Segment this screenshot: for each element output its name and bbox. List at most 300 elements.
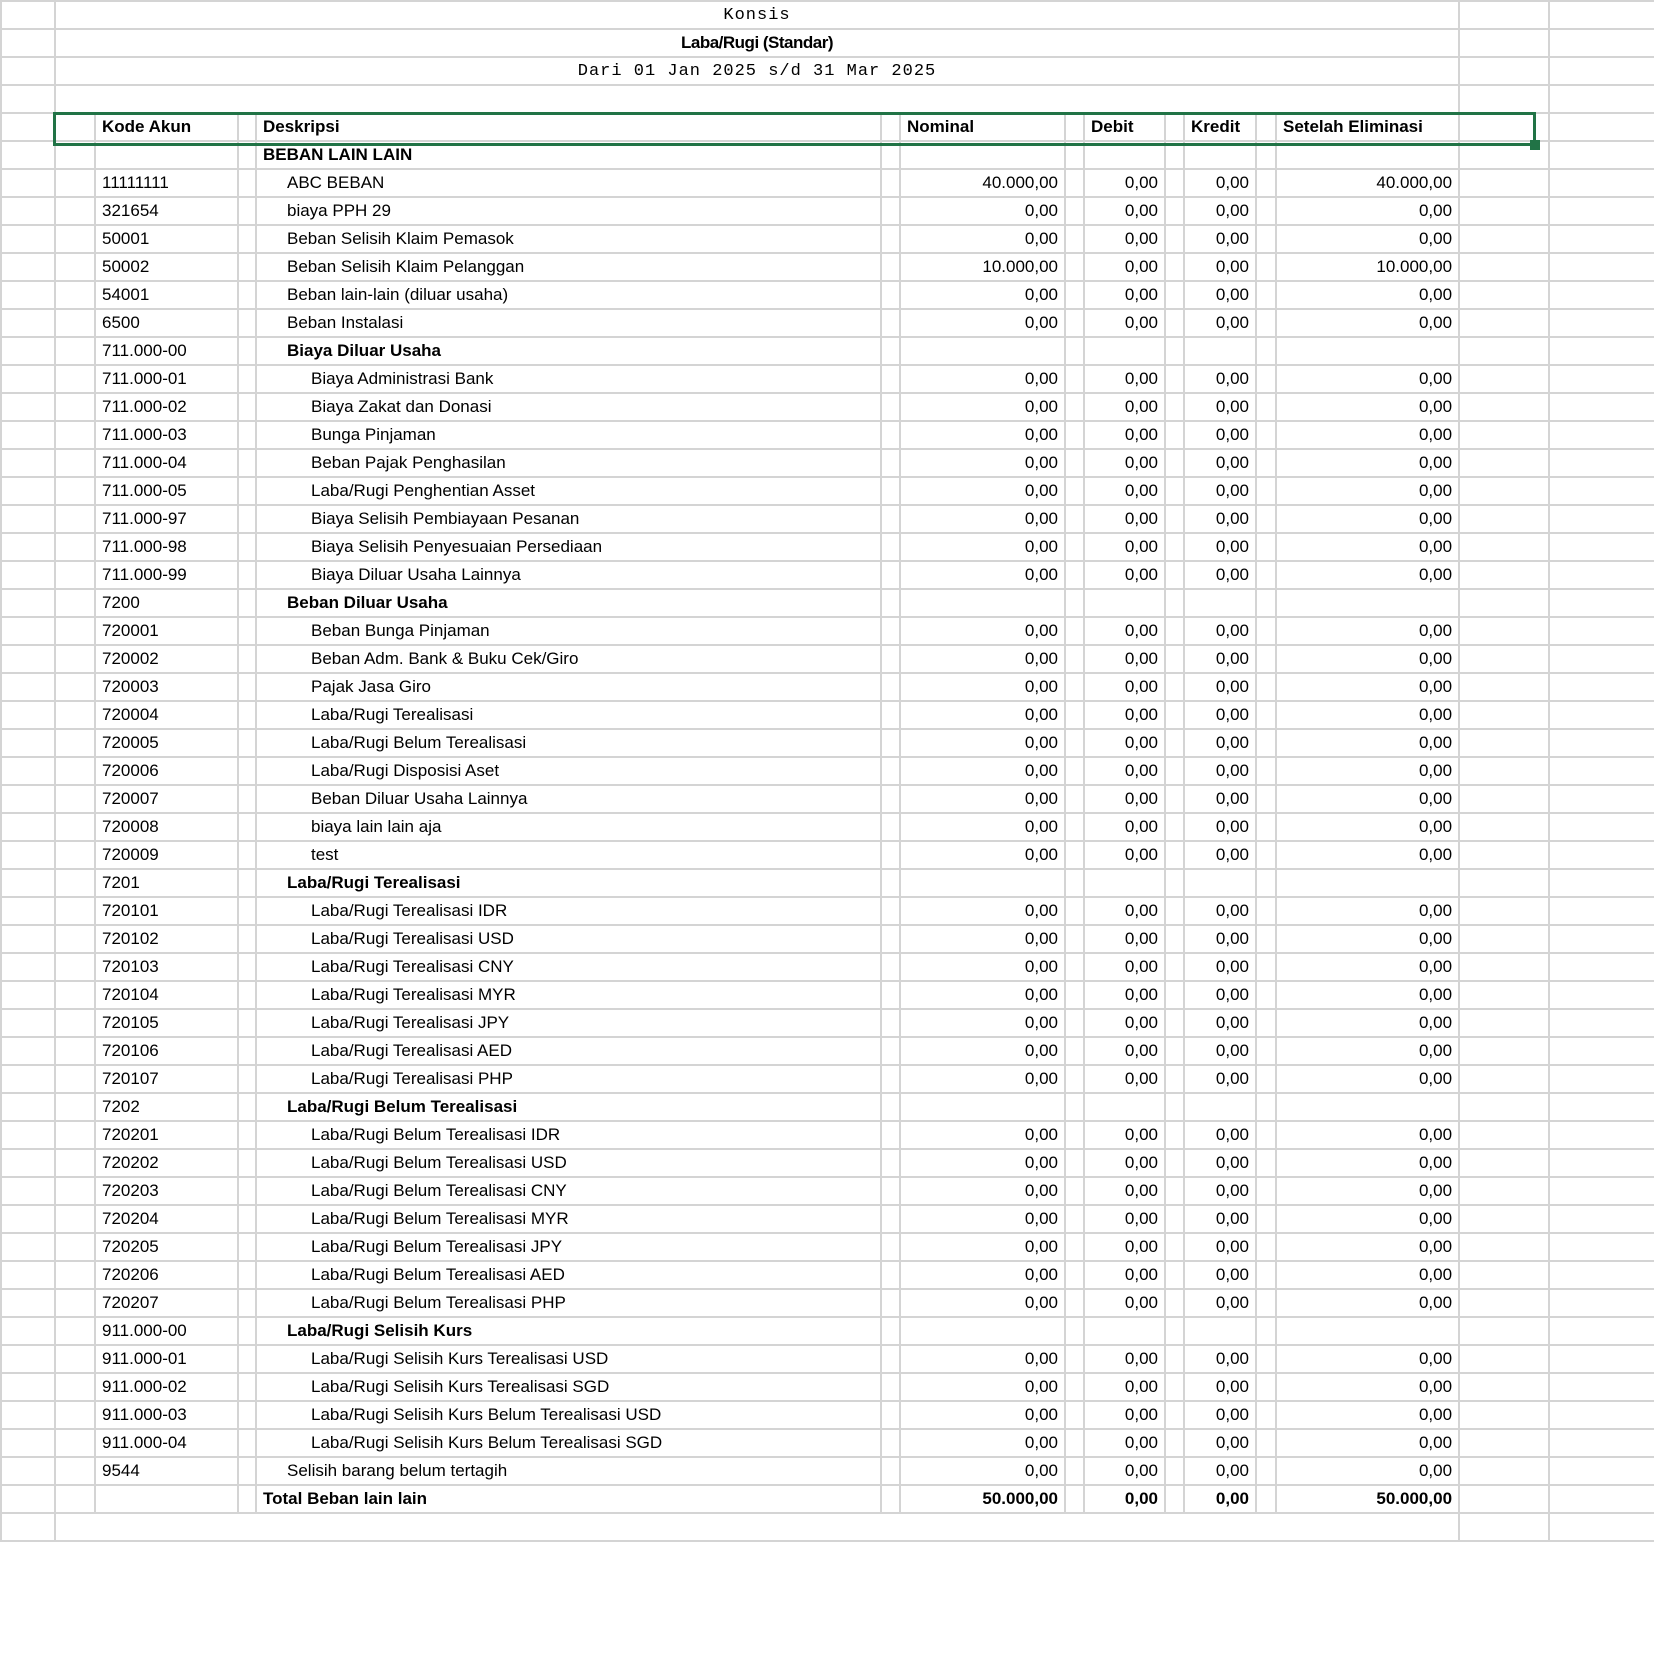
cell[interactable] <box>1 981 55 1009</box>
cell[interactable] <box>55 1373 95 1401</box>
nominal-cell[interactable]: 0,00 <box>900 1457 1065 1485</box>
cell[interactable] <box>881 785 900 813</box>
deskripsi-cell[interactable]: Laba/Rugi Terealisasi AED <box>256 1037 881 1065</box>
setelah-eliminasi-cell[interactable]: 0,00 <box>1276 925 1459 953</box>
cell[interactable] <box>1549 1513 1654 1541</box>
debit-cell[interactable]: 0,00 <box>1084 701 1165 729</box>
cell[interactable] <box>1549 1457 1654 1485</box>
cell[interactable] <box>1 897 55 925</box>
setelah-eliminasi-cell[interactable]: 0,00 <box>1276 281 1459 309</box>
cell[interactable] <box>1165 393 1184 421</box>
cell[interactable] <box>238 505 256 533</box>
debit-cell[interactable] <box>1084 869 1165 897</box>
kredit-cell[interactable]: 0,00 <box>1184 1429 1256 1457</box>
debit-cell[interactable]: 0,00 <box>1084 1037 1165 1065</box>
cell[interactable] <box>238 1457 256 1485</box>
kode-akun-cell[interactable]: 911.000-02 <box>95 1373 238 1401</box>
cell[interactable] <box>1065 365 1084 393</box>
cell[interactable] <box>1165 281 1184 309</box>
total-debit[interactable]: 0,00 <box>1084 1485 1165 1513</box>
cell[interactable] <box>55 337 95 365</box>
cell[interactable] <box>1 841 55 869</box>
kredit-cell[interactable]: 0,00 <box>1184 925 1256 953</box>
cell[interactable] <box>1256 337 1276 365</box>
cell[interactable] <box>1549 533 1654 561</box>
setelah-eliminasi-cell[interactable] <box>1276 869 1459 897</box>
setelah-eliminasi-cell[interactable]: 0,00 <box>1276 1457 1459 1485</box>
cell[interactable] <box>1 1233 55 1261</box>
cell[interactable] <box>1 785 55 813</box>
nominal-cell[interactable]: 0,00 <box>900 729 1065 757</box>
cell[interactable] <box>1 1373 55 1401</box>
cell[interactable] <box>238 393 256 421</box>
kode-akun-cell[interactable]: 711.000-04 <box>95 449 238 477</box>
cell[interactable] <box>1 1 55 29</box>
cell[interactable] <box>55 225 95 253</box>
cell[interactable] <box>238 1429 256 1457</box>
deskripsi-cell[interactable]: Laba/Rugi Belum Terealisasi PHP <box>256 1289 881 1317</box>
cell[interactable] <box>55 1065 95 1093</box>
setelah-eliminasi-cell[interactable]: 0,00 <box>1276 1205 1459 1233</box>
cell[interactable] <box>1549 421 1654 449</box>
cell[interactable] <box>1459 701 1549 729</box>
kredit-cell[interactable]: 0,00 <box>1184 225 1256 253</box>
kode-akun-cell[interactable]: 711.000-01 <box>95 365 238 393</box>
cell[interactable] <box>1549 365 1654 393</box>
cell[interactable] <box>238 561 256 589</box>
cell[interactable] <box>238 729 256 757</box>
cell[interactable] <box>1256 953 1276 981</box>
cell[interactable] <box>1165 365 1184 393</box>
cell[interactable] <box>1165 309 1184 337</box>
kode-akun-cell[interactable]: 720204 <box>95 1205 238 1233</box>
cell[interactable] <box>1 729 55 757</box>
cell[interactable] <box>1165 533 1184 561</box>
cell[interactable] <box>881 841 900 869</box>
cell[interactable] <box>1 253 55 281</box>
kode-akun-cell[interactable]: 7201 <box>95 869 238 897</box>
cell[interactable] <box>238 701 256 729</box>
deskripsi-cell[interactable]: Laba/Rugi Selisih Kurs Terealisasi USD <box>256 1345 881 1373</box>
nominal-cell[interactable]: 0,00 <box>900 365 1065 393</box>
cell[interactable] <box>1 1289 55 1317</box>
debit-cell[interactable]: 0,00 <box>1084 897 1165 925</box>
cell[interactable] <box>1 1121 55 1149</box>
debit-cell[interactable]: 0,00 <box>1084 533 1165 561</box>
cell[interactable] <box>1549 1261 1654 1289</box>
kode-akun-cell[interactable]: 720002 <box>95 645 238 673</box>
cell[interactable] <box>55 1345 95 1373</box>
cell[interactable] <box>1256 197 1276 225</box>
cell[interactable] <box>1 169 55 197</box>
kredit-cell[interactable]: 0,00 <box>1184 981 1256 1009</box>
cell[interactable] <box>55 1037 95 1065</box>
cell[interactable] <box>1459 281 1549 309</box>
deskripsi-cell[interactable]: Laba/Rugi Belum Terealisasi IDR <box>256 1121 881 1149</box>
cell[interactable] <box>1256 813 1276 841</box>
debit-cell[interactable] <box>1084 1317 1165 1345</box>
cell[interactable] <box>1256 701 1276 729</box>
deskripsi-cell[interactable]: test <box>256 841 881 869</box>
cell[interactable] <box>1459 477 1549 505</box>
cell[interactable] <box>881 981 900 1009</box>
cell[interactable] <box>1549 841 1654 869</box>
cell[interactable] <box>1065 169 1084 197</box>
cell[interactable] <box>238 477 256 505</box>
setelah-eliminasi-cell[interactable] <box>1276 589 1459 617</box>
cell[interactable] <box>1 589 55 617</box>
deskripsi-cell[interactable]: Laba/Rugi Terealisasi <box>256 701 881 729</box>
cell[interactable] <box>55 393 95 421</box>
cell[interactable] <box>1256 981 1276 1009</box>
cell[interactable] <box>1549 1317 1654 1345</box>
cell[interactable] <box>1165 421 1184 449</box>
cell[interactable] <box>238 1121 256 1149</box>
cell[interactable] <box>881 477 900 505</box>
cell[interactable] <box>1 757 55 785</box>
cell[interactable] <box>1256 1289 1276 1317</box>
debit-cell[interactable]: 0,00 <box>1084 1373 1165 1401</box>
cell[interactable] <box>238 1401 256 1429</box>
cell[interactable] <box>238 1261 256 1289</box>
setelah-eliminasi-cell[interactable]: 0,00 <box>1276 645 1459 673</box>
cell[interactable] <box>1 617 55 645</box>
nominal-cell[interactable]: 0,00 <box>900 197 1065 225</box>
cell[interactable] <box>1459 617 1549 645</box>
cell[interactable] <box>1165 925 1184 953</box>
deskripsi-cell[interactable]: Laba/Rugi Selisih Kurs Terealisasi SGD <box>256 1373 881 1401</box>
cell[interactable] <box>55 113 95 141</box>
cell[interactable] <box>881 869 900 897</box>
kode-akun-cell[interactable]: 711.000-03 <box>95 421 238 449</box>
cell[interactable] <box>1165 1457 1184 1485</box>
setelah-eliminasi-cell[interactable]: 0,00 <box>1276 1121 1459 1149</box>
cell[interactable] <box>1549 1373 1654 1401</box>
cell[interactable] <box>238 1373 256 1401</box>
cell[interactable] <box>1459 1317 1549 1345</box>
cell[interactable] <box>1165 617 1184 645</box>
cell[interactable] <box>881 1485 900 1513</box>
cell[interactable] <box>55 981 95 1009</box>
kredit-cell[interactable] <box>1184 337 1256 365</box>
kredit-cell[interactable]: 0,00 <box>1184 169 1256 197</box>
cell[interactable] <box>900 141 1065 169</box>
cell[interactable] <box>1065 785 1084 813</box>
cell[interactable] <box>1065 1093 1084 1121</box>
cell[interactable] <box>1256 561 1276 589</box>
kredit-cell[interactable]: 0,00 <box>1184 281 1256 309</box>
nominal-cell[interactable]: 0,00 <box>900 1429 1065 1457</box>
cell[interactable] <box>1459 449 1549 477</box>
kode-akun-cell[interactable]: 50002 <box>95 253 238 281</box>
cell[interactable] <box>238 1289 256 1317</box>
cell[interactable] <box>881 1065 900 1093</box>
cell[interactable] <box>238 757 256 785</box>
kode-akun-cell[interactable]: 711.000-99 <box>95 561 238 589</box>
cell[interactable] <box>881 309 900 337</box>
header-setelah-eliminasi[interactable]: Setelah Eliminasi <box>1276 113 1459 141</box>
cell[interactable] <box>1256 1401 1276 1429</box>
cell[interactable] <box>1549 1093 1654 1121</box>
kredit-cell[interactable]: 0,00 <box>1184 617 1256 645</box>
deskripsi-cell[interactable]: Laba/Rugi Belum Terealisasi <box>256 1093 881 1121</box>
cell[interactable] <box>55 673 95 701</box>
cell[interactable] <box>1065 1121 1084 1149</box>
cell[interactable] <box>1065 841 1084 869</box>
nominal-cell[interactable]: 0,00 <box>900 953 1065 981</box>
debit-cell[interactable]: 0,00 <box>1084 1121 1165 1149</box>
deskripsi-cell[interactable]: Beban Instalasi <box>256 309 881 337</box>
cell[interactable] <box>1459 589 1549 617</box>
cell[interactable] <box>1165 1149 1184 1177</box>
cell[interactable] <box>55 1093 95 1121</box>
cell[interactable] <box>1165 813 1184 841</box>
cell[interactable] <box>1549 1037 1654 1065</box>
debit-cell[interactable]: 0,00 <box>1084 1065 1165 1093</box>
setelah-eliminasi-cell[interactable]: 0,00 <box>1276 617 1459 645</box>
cell[interactable] <box>55 197 95 225</box>
setelah-eliminasi-cell[interactable]: 0,00 <box>1276 1345 1459 1373</box>
cell[interactable] <box>55 841 95 869</box>
kredit-cell[interactable] <box>1184 1093 1256 1121</box>
kredit-cell[interactable]: 0,00 <box>1184 1177 1256 1205</box>
cell[interactable] <box>1 477 55 505</box>
cell[interactable] <box>238 533 256 561</box>
nominal-cell[interactable]: 0,00 <box>900 897 1065 925</box>
cell[interactable] <box>881 1037 900 1065</box>
debit-cell[interactable]: 0,00 <box>1084 393 1165 421</box>
cell[interactable] <box>238 869 256 897</box>
cell[interactable] <box>1549 1 1654 29</box>
cell[interactable] <box>238 337 256 365</box>
setelah-eliminasi-cell[interactable]: 0,00 <box>1276 561 1459 589</box>
cell[interactable] <box>1 1205 55 1233</box>
cell[interactable] <box>1165 1233 1184 1261</box>
cell[interactable] <box>1459 309 1549 337</box>
cell[interactable] <box>1549 1401 1654 1429</box>
kredit-cell[interactable]: 0,00 <box>1184 813 1256 841</box>
cell[interactable] <box>1549 449 1654 477</box>
cell[interactable] <box>1165 169 1184 197</box>
cell[interactable] <box>1256 925 1276 953</box>
total-kredit[interactable]: 0,00 <box>1184 1485 1256 1513</box>
cell[interactable] <box>881 1121 900 1149</box>
cell[interactable] <box>1165 1289 1184 1317</box>
cell[interactable] <box>1165 1093 1184 1121</box>
cell[interactable] <box>1165 1401 1184 1429</box>
setelah-eliminasi-cell[interactable]: 0,00 <box>1276 1037 1459 1065</box>
cell[interactable] <box>55 281 95 309</box>
kredit-cell[interactable]: 0,00 <box>1184 393 1256 421</box>
cell[interactable] <box>1459 1121 1549 1149</box>
cell[interactable] <box>1065 1401 1084 1429</box>
kredit-cell[interactable]: 0,00 <box>1184 1233 1256 1261</box>
deskripsi-cell[interactable]: Beban Diluar Usaha Lainnya <box>256 785 881 813</box>
cell[interactable] <box>1 1261 55 1289</box>
cell[interactable] <box>881 925 900 953</box>
cell[interactable] <box>1459 1457 1549 1485</box>
nominal-cell[interactable] <box>900 1093 1065 1121</box>
cell[interactable] <box>1256 1121 1276 1149</box>
nominal-cell[interactable]: 0,00 <box>900 1009 1065 1037</box>
cell[interactable] <box>1549 729 1654 757</box>
nominal-cell[interactable] <box>900 337 1065 365</box>
cell[interactable] <box>1549 953 1654 981</box>
kode-akun-cell[interactable]: 911.000-04 <box>95 1429 238 1457</box>
cell[interactable] <box>1459 813 1549 841</box>
cell[interactable] <box>881 561 900 589</box>
cell[interactable] <box>1549 1149 1654 1177</box>
cell[interactable] <box>1256 589 1276 617</box>
deskripsi-cell[interactable]: Laba/Rugi Selisih Kurs <box>256 1317 881 1345</box>
kode-akun-cell[interactable]: 54001 <box>95 281 238 309</box>
debit-cell[interactable]: 0,00 <box>1084 953 1165 981</box>
cell[interactable] <box>1459 113 1549 141</box>
cell[interactable] <box>55 757 95 785</box>
cell[interactable] <box>1549 477 1654 505</box>
cell[interactable] <box>55 1485 95 1513</box>
cell[interactable] <box>1459 869 1549 897</box>
fill-handle[interactable] <box>1530 140 1540 150</box>
cell[interactable] <box>1165 701 1184 729</box>
cell[interactable] <box>881 449 900 477</box>
cell[interactable] <box>1 309 55 337</box>
setelah-eliminasi-cell[interactable]: 0,00 <box>1276 813 1459 841</box>
setelah-eliminasi-cell[interactable]: 0,00 <box>1276 673 1459 701</box>
kode-akun-cell[interactable]: 720007 <box>95 785 238 813</box>
cell[interactable] <box>55 421 95 449</box>
deskripsi-cell[interactable]: biaya lain lain aja <box>256 813 881 841</box>
cell[interactable] <box>1256 869 1276 897</box>
setelah-eliminasi-cell[interactable]: 0,00 <box>1276 729 1459 757</box>
cell[interactable] <box>1165 1373 1184 1401</box>
setelah-eliminasi-cell[interactable]: 0,00 <box>1276 365 1459 393</box>
cell[interactable] <box>1459 1429 1549 1457</box>
cell[interactable] <box>1065 477 1084 505</box>
nominal-cell[interactable]: 0,00 <box>900 785 1065 813</box>
cell[interactable] <box>1165 589 1184 617</box>
nominal-cell[interactable]: 0,00 <box>900 505 1065 533</box>
cell[interactable] <box>881 1317 900 1345</box>
cell[interactable] <box>238 1233 256 1261</box>
cell[interactable] <box>1065 337 1084 365</box>
cell[interactable] <box>55 1149 95 1177</box>
cell[interactable] <box>1459 1093 1549 1121</box>
cell[interactable] <box>1165 897 1184 925</box>
cell[interactable] <box>1165 253 1184 281</box>
deskripsi-cell[interactable]: Bunga Pinjaman <box>256 421 881 449</box>
cell[interactable] <box>881 813 900 841</box>
cell[interactable] <box>1549 589 1654 617</box>
cell[interactable] <box>1065 701 1084 729</box>
setelah-eliminasi-cell[interactable]: 10.000,00 <box>1276 253 1459 281</box>
kredit-cell[interactable]: 0,00 <box>1184 953 1256 981</box>
cell[interactable] <box>238 953 256 981</box>
cell[interactable] <box>1165 645 1184 673</box>
cell[interactable] <box>55 729 95 757</box>
cell[interactable] <box>1256 1261 1276 1289</box>
debit-cell[interactable]: 0,00 <box>1084 225 1165 253</box>
cell[interactable] <box>95 1485 238 1513</box>
kode-akun-cell[interactable]: 9544 <box>95 1457 238 1485</box>
cell[interactable] <box>881 1457 900 1485</box>
debit-cell[interactable]: 0,00 <box>1084 617 1165 645</box>
cell[interactable] <box>881 197 900 225</box>
cell[interactable] <box>1065 813 1084 841</box>
cell[interactable] <box>881 897 900 925</box>
cell[interactable] <box>55 1009 95 1037</box>
cell[interactable] <box>1276 141 1459 169</box>
cell[interactable] <box>238 645 256 673</box>
cell[interactable] <box>55 1401 95 1429</box>
cell[interactable] <box>1256 141 1276 169</box>
cell[interactable] <box>238 309 256 337</box>
cell[interactable] <box>1065 225 1084 253</box>
debit-cell[interactable] <box>1084 589 1165 617</box>
cell[interactable] <box>1 1009 55 1037</box>
cell[interactable] <box>1459 1 1549 29</box>
setelah-eliminasi-cell[interactable]: 40.000,00 <box>1276 169 1459 197</box>
nominal-cell[interactable]: 0,00 <box>900 1289 1065 1317</box>
cell[interactable] <box>1065 1065 1084 1093</box>
kode-akun-cell[interactable]: 911.000-01 <box>95 1345 238 1373</box>
deskripsi-cell[interactable]: Laba/Rugi Belum Terealisasi CNY <box>256 1177 881 1205</box>
nominal-cell[interactable]: 0,00 <box>900 925 1065 953</box>
cell[interactable] <box>1165 1261 1184 1289</box>
cell[interactable] <box>1256 1345 1276 1373</box>
cell[interactable] <box>55 617 95 645</box>
cell[interactable] <box>1459 1233 1549 1261</box>
cell[interactable] <box>881 1373 900 1401</box>
kode-akun-cell[interactable]: 11111111 <box>95 169 238 197</box>
cell[interactable] <box>881 113 900 141</box>
nominal-cell[interactable]: 0,00 <box>900 561 1065 589</box>
kode-akun-cell[interactable]: 711.000-98 <box>95 533 238 561</box>
cell[interactable] <box>1065 589 1084 617</box>
cell[interactable] <box>1165 1429 1184 1457</box>
cell[interactable] <box>1 645 55 673</box>
deskripsi-cell[interactable]: ABC BEBAN <box>256 169 881 197</box>
cell[interactable] <box>1549 169 1654 197</box>
cell[interactable] <box>1165 337 1184 365</box>
kode-akun-cell[interactable]: 720005 <box>95 729 238 757</box>
kode-akun-cell[interactable]: 720006 <box>95 757 238 785</box>
cell[interactable] <box>1 281 55 309</box>
cell[interactable] <box>1256 673 1276 701</box>
report-period[interactable]: Dari 01 Jan 2025 s/d 31 Mar 2025 <box>55 57 1459 85</box>
setelah-eliminasi-cell[interactable] <box>1276 1317 1459 1345</box>
debit-cell[interactable]: 0,00 <box>1084 169 1165 197</box>
cell[interactable] <box>55 1233 95 1261</box>
debit-cell[interactable] <box>1084 337 1165 365</box>
kode-akun-cell[interactable]: 720101 <box>95 897 238 925</box>
cell[interactable] <box>1165 197 1184 225</box>
deskripsi-cell[interactable]: Biaya Diluar Usaha <box>256 337 881 365</box>
cell[interactable] <box>1459 1149 1549 1177</box>
debit-cell[interactable]: 0,00 <box>1084 1401 1165 1429</box>
kode-akun-cell[interactable]: 711.000-00 <box>95 337 238 365</box>
nominal-cell[interactable]: 0,00 <box>900 841 1065 869</box>
setelah-eliminasi-cell[interactable]: 0,00 <box>1276 701 1459 729</box>
cell[interactable] <box>238 617 256 645</box>
kode-akun-cell[interactable]: 7200 <box>95 589 238 617</box>
debit-cell[interactable]: 0,00 <box>1084 729 1165 757</box>
kredit-cell[interactable] <box>1184 869 1256 897</box>
debit-cell[interactable]: 0,00 <box>1084 449 1165 477</box>
cell[interactable] <box>55 533 95 561</box>
cell[interactable] <box>1549 925 1654 953</box>
deskripsi-cell[interactable]: Laba/Rugi Belum Terealisasi MYR <box>256 1205 881 1233</box>
